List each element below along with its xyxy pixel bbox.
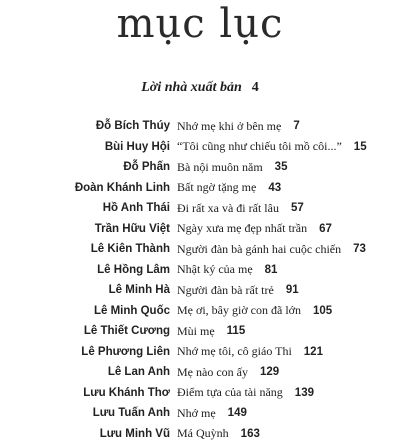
entry-title: Đi rất xa và đi rất lâu — [177, 201, 279, 216]
entry-page-number: 139 — [295, 387, 314, 399]
toc-entry[interactable] — [0, 239, 400, 260]
entry-title: “Tôi cũng như chiếu tôi mồ côi...” — [177, 139, 342, 154]
entry-page-number: 81 — [265, 264, 278, 276]
toc-entry[interactable] — [0, 280, 400, 301]
entry-page-number: 115 — [227, 325, 246, 337]
entry-title: Điểm tựa của tài năng — [177, 385, 283, 400]
entry-title: Mẹ nào con ấy — [177, 365, 248, 380]
toc-entry[interactable] — [0, 178, 400, 199]
entry-author: Lưu Tuấn Anh — [0, 407, 170, 419]
entry-title: Nhớ mẹ khi ở bên mẹ — [177, 119, 281, 134]
entry-author: Lưu Khánh Thơ — [0, 387, 170, 399]
entry-author: Lưu Minh Vũ — [0, 428, 170, 440]
entry-page-number: 149 — [228, 407, 247, 419]
toc-entry[interactable] — [0, 219, 400, 240]
entry-title: Nhớ mẹ tôi, cô giáo Thi — [177, 344, 292, 359]
entry-page-number: 57 — [291, 202, 304, 214]
entry-page-number: 15 — [354, 141, 367, 153]
toc-entry[interactable] — [0, 137, 400, 158]
toc-entry[interactable] — [0, 301, 400, 322]
entry-page-number: 121 — [304, 346, 323, 358]
entry-author: Đỗ Bích Thúy — [0, 120, 170, 132]
entry-title: Mẹ ơi, bây giờ con đã lớn — [177, 303, 301, 318]
preface-entry[interactable] — [0, 78, 400, 98]
preface-label: Lời nhà xuất bản — [141, 80, 242, 95]
toc-entry[interactable] — [0, 116, 400, 137]
toc-entry[interactable] — [0, 260, 400, 281]
entry-page-number: 73 — [353, 243, 366, 255]
entry-author: Trần Hữu Việt — [0, 223, 170, 235]
entry-title: Ngày xưa mẹ đẹp nhất trần — [177, 221, 307, 236]
entry-author: Lê Kiên Thành — [0, 243, 170, 255]
entry-author: Đỗ Phấn — [0, 161, 170, 173]
toc-entry[interactable] — [0, 157, 400, 178]
entry-title: Bất ngờ tặng mẹ — [177, 180, 256, 195]
entry-author: Lê Lan Anh — [0, 366, 170, 378]
entry-author: Lê Hồng Lâm — [0, 264, 170, 276]
entry-author: Lê Minh Quốc — [0, 305, 170, 317]
toc-entry[interactable] — [0, 321, 400, 342]
preface-page-number: 4 — [252, 80, 259, 95]
entry-title: Mùi mẹ — [177, 324, 215, 339]
table-of-contents — [0, 116, 400, 444]
toc-entry[interactable] — [0, 198, 400, 219]
entry-title: Bà nội muôn năm — [177, 160, 263, 175]
entry-author: Đoàn Khánh Linh — [0, 182, 170, 194]
toc-entry[interactable] — [0, 424, 400, 444]
entry-page-number: 35 — [275, 161, 288, 173]
toc-entry[interactable] — [0, 362, 400, 383]
entry-page-number: 67 — [319, 223, 332, 235]
entry-author: Bùi Huy Hội — [0, 141, 170, 153]
toc-entry[interactable] — [0, 403, 400, 424]
entry-title: Má Quỳnh — [177, 426, 229, 441]
entry-page-number: 7 — [293, 120, 299, 132]
entry-title: Người đàn bà rất trẻ — [177, 283, 274, 298]
entry-title: Người đàn bà gánh hai cuộc chiến — [177, 242, 341, 257]
entry-page-number: 91 — [286, 284, 299, 296]
entry-page-number: 163 — [241, 428, 260, 440]
page-title: mục lục — [0, 2, 400, 46]
entry-author: Lê Phương Liên — [0, 346, 170, 358]
entry-page-number: 43 — [268, 182, 281, 194]
entry-author: Hồ Anh Thái — [0, 202, 170, 214]
entry-author: Lê Minh Hà — [0, 284, 170, 296]
entry-author: Lê Thiết Cương — [0, 325, 170, 337]
entry-page-number: 129 — [260, 366, 279, 378]
entry-title: Nhật ký của mẹ — [177, 262, 253, 277]
toc-entry[interactable] — [0, 342, 400, 363]
entry-title: Nhớ mẹ — [177, 406, 216, 421]
entry-page-number: 105 — [313, 305, 332, 317]
